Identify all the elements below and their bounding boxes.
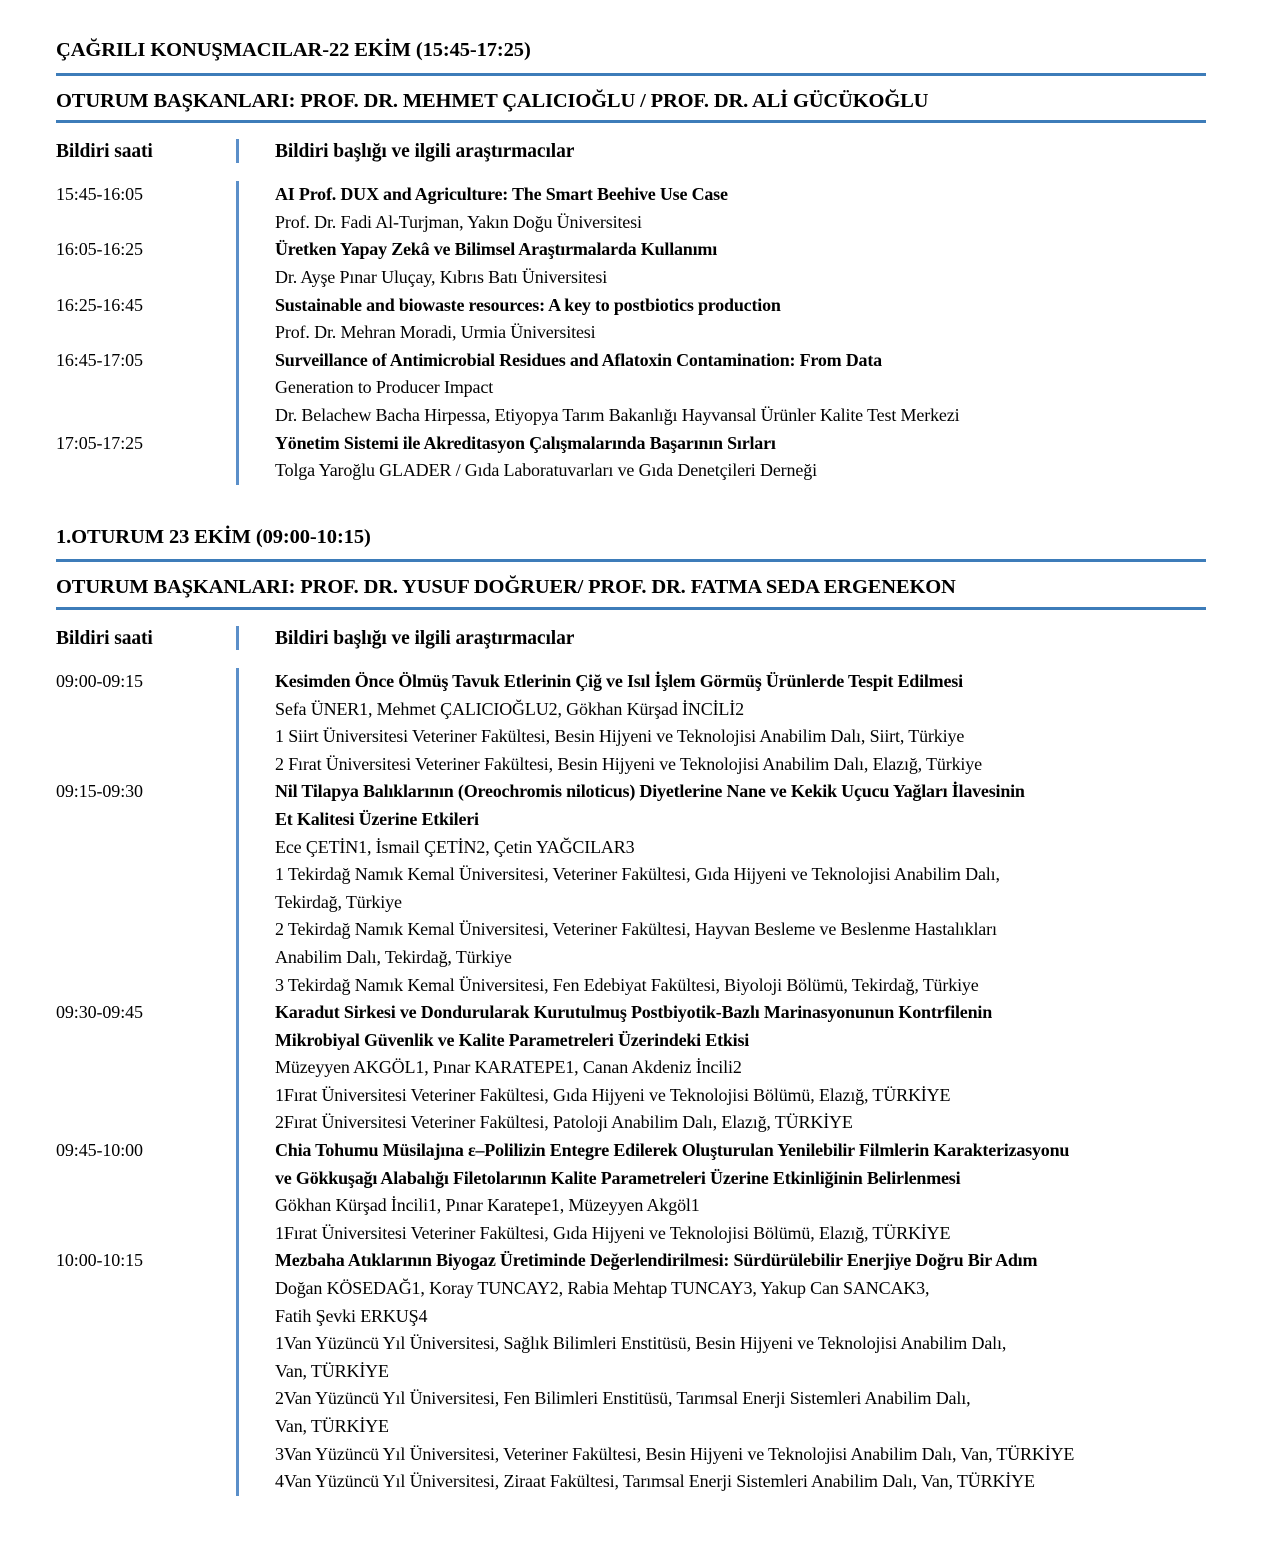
content-column — [239, 181, 1206, 485]
paper-detail-line: Ece ÇETİN1, İsmail ÇETİN2, Çetin YAĞCILAR3 — [275, 836, 635, 857]
time-slot — [56, 457, 226, 485]
section-rule-top — [56, 73, 1206, 76]
time-slot — [56, 944, 226, 972]
paper-detail-line: 1 Tekirdağ Namık Kemal Üniversitesi, Veteriner Fakültesi, Gıda Hijyeni ve Teknolojisi Anabilim Dalı, — [275, 864, 1000, 885]
time-slot: 15:45-16:05 — [56, 184, 143, 205]
time-slot — [56, 1385, 226, 1413]
paper-detail-line: Anabilim Dalı, Tekirdağ, Türkiye — [275, 946, 512, 967]
paper-detail-line: 2Fırat Üniversitesi Veteriner Fakültesi, Patoloji Anabilim Dalı, Elazığ, TÜRKİYE — [275, 1112, 853, 1133]
time-slot — [56, 834, 226, 862]
schedule-table — [56, 139, 1206, 485]
paper-detail-line: Sefa ÜNER1, Mehmet ÇALICIOĞLU2, Gökhan Kürşad İNCİLİ2 — [275, 698, 744, 719]
paper-title-line: Surveillance of Antimicrobial Residues and Aflatoxin Contamination: From Data — [275, 349, 882, 370]
time-slot: 09:45-10:00 — [56, 1140, 143, 1161]
time-slot — [56, 319, 226, 347]
paper-detail-line: 1Fırat Üniversitesi Veteriner Fakültesi, Gıda Hijyeni ve Teknolojisi Bölümü, Elazığ, TÜRKİYE — [275, 1222, 951, 1243]
paper-detail-line: 4Van Yüzüncü Yıl Üniversitesi, Ziraat Fakültesi, Tarımsal Enerji Sistemleri Anabilim Dalı, Van, TÜRKİYE — [275, 1471, 1035, 1492]
paper-title-line: Mikrobiyal Güvenlik ve Kalite Parametreleri Üzerindeki Etkisi — [275, 1029, 750, 1050]
paper-detail-line: Prof. Dr. Fadi Al-Turjman, Yakın Doğu Üniversitesi — [275, 211, 642, 232]
paper-title-line: Et Kalitesi Üzerine Etkileri — [275, 808, 479, 829]
paper-detail-line: 3 Tekirdağ Namık Kemal Üniversitesi, Fen Edebiyat Fakültesi, Biyoloji Bölümü, Tekirdağ, Türkiye — [275, 974, 979, 995]
section-rule-bottom — [56, 120, 1206, 123]
time-slot — [56, 751, 226, 779]
time-slot — [56, 1468, 226, 1496]
time-slot: 16:45-17:05 — [56, 349, 143, 370]
time-slot — [56, 1109, 226, 1137]
paper-detail-line: 1 Siirt Üniversitesi Veteriner Fakültesi, Besin Hijyeni ve Teknolojisi Anabilim Dalı, Siirt, Türkiye — [275, 726, 965, 747]
paper-detail-line: Gökhan Kürşad İncili1, Pınar Karatepe1, Müzeyyen Akgöl1 — [275, 1195, 700, 1216]
paper-detail-line: Müzeyyen AKGÖL1, Pınar KARATEPE1, Canan Akdeniz İncili2 — [275, 1057, 742, 1078]
time-slot: 09:15-09:30 — [56, 781, 143, 802]
paper-detail-line: Tekirdağ, Türkiye — [275, 891, 402, 912]
paper-title-line: Sustainable and biowaste resources: A key to postbiotics production — [275, 294, 781, 315]
time-slot: 10:00-10:15 — [56, 1250, 143, 1271]
time-slot — [56, 972, 226, 1000]
paper-detail-line: 1Fırat Üniversitesi Veteriner Fakültesi, Gıda Hijyeni ve Teknolojisi Bölümü, Elazığ, TÜRKİYE — [275, 1084, 951, 1105]
paper-title-line: Chia Tohumu Müsilajına ε–Polilizin Entegre Edilerek Oluşturulan Yenilebilir Filmlerin Karakterizasyonu — [275, 1140, 1070, 1161]
time-slot: 16:05-16:25 — [56, 239, 143, 260]
time-slot — [56, 1027, 226, 1055]
section-session-1 — [56, 525, 1206, 1496]
paper-detail-line: 2 Fırat Üniversitesi Veteriner Fakültesi, Besin Hijyeni ve Teknolojisi Anabilim Dalı, Elazığ, Türkiye — [275, 753, 982, 774]
time-slot — [56, 1192, 226, 1220]
paper-detail-line: Dr. Belachew Bacha Hirpessa, Etiyopya Tarım Bakanlığı Hayvansal Ürünler Kalite Test Merkezi — [275, 404, 960, 425]
paper-title-line: AI Prof. DUX and Agriculture: The Smart Beehive Use Case — [275, 184, 728, 205]
paper-title-line: Kesimden Önce Ölmüş Tavuk Etlerinin Çiğ ve Isıl İşlem Görmüş Ürünlerde Tespit Edilmesi — [275, 670, 963, 691]
paper-title-line: Nil Tilapya Balıklarının (Oreochromis niloticus) Diyetlerine Nane ve Kekik Uçucu Yağları İlavesinin — [275, 781, 1025, 802]
time-slot — [56, 861, 226, 889]
time-slot — [56, 1358, 226, 1386]
time-slot — [56, 1275, 226, 1303]
session-chairs: OTURUM BAŞKANLARI: PROF. DR. MEHMET ÇALICIOĞLU / PROF. DR. ALİ GÜCÜKOĞLU — [56, 89, 929, 112]
time-slot — [56, 806, 226, 834]
paper-detail-line: Van, TÜRKİYE — [275, 1360, 389, 1381]
content-column — [239, 668, 1206, 1496]
time-slot — [56, 916, 226, 944]
section-title: ÇAĞRILI KONUŞMACILAR-22 EKİM (15:45-17:25) — [56, 39, 531, 61]
paper-detail-line: Prof. Dr. Mehran Moradi, Urmia Üniversitesi — [275, 322, 596, 343]
paper-detail-line: 2 Tekirdağ Namık Kemal Üniversitesi, Veteriner Fakültesi, Hayvan Besleme ve Beslenme Hastalıkları — [275, 919, 997, 940]
time-slot — [56, 1303, 226, 1331]
paper-detail-line: 1Van Yüzüncü Yıl Üniversitesi, Sağlık Bilimleri Enstitüsü, Besin Hijyeni ve Teknolojisi Anabilim Dalı, — [275, 1333, 1007, 1354]
time-slot — [56, 1054, 226, 1082]
paper-title-line: Yönetim Sistemi ile Akreditasyon Çalışmalarında Başarının Sırları — [275, 432, 776, 453]
time-slot: 09:30-09:45 — [56, 1002, 143, 1023]
section-invited-speakers — [56, 38, 1206, 485]
section-gap — [56, 485, 1206, 525]
table-body-row — [56, 668, 1206, 1496]
paper-detail-line: Generation to Producer Impact — [275, 377, 494, 398]
time-slot — [56, 1220, 226, 1248]
paper-detail-line: Dr. Ayşe Pınar Uluçay, Kıbrıs Batı Üniversitesi — [275, 267, 608, 287]
section-title: 1.OTURUM 23 EKİM (09:00-10:15) — [56, 525, 371, 548]
time-slot — [56, 374, 226, 402]
time-slot — [56, 209, 226, 237]
paper-title-line: Üretken Yapay Zekâ ve Bilimsel Araştırmalarda Kullanımı — [275, 239, 717, 260]
time-slot — [56, 696, 226, 724]
time-slot — [56, 264, 226, 292]
time-slot — [56, 1413, 226, 1441]
time-slot — [56, 889, 226, 917]
paper-detail-line: Tolga Yaroğlu GLADER / Gıda Laboratuvarları ve Gıda Denetçileri Derneği — [275, 460, 817, 481]
schedule-table — [56, 626, 1206, 1496]
paper-detail-line: 3Van Yüzüncü Yıl Üniversitesi, Veteriner Fakültesi, Besin Hijyeni ve Teknolojisi Anabilim Dalı, Van, TÜRKİYE — [275, 1443, 1075, 1464]
table-body-row — [56, 181, 1206, 485]
paper-detail-line: Van, TÜRKİYE — [275, 1416, 389, 1436]
session-chairs: OTURUM BAŞKANLARI: PROF. DR. YUSUF DOĞRUER/ PROF. DR. FATMA SEDA ERGENEKON — [56, 576, 956, 599]
column-header-title: Bildiri başlığı ve ilgili araştırmacılar — [275, 627, 575, 649]
paper-title-line: Mezbaha Atıklarının Biyogaz Üretiminde Değerlendirilmesi: Sürdürülebilir Enerjiye Doğru Bir Adım — [275, 1250, 1038, 1271]
time-column — [56, 181, 236, 485]
time-column — [56, 668, 236, 1496]
time-slot — [56, 1082, 226, 1110]
time-slot — [56, 723, 226, 751]
section-rule-top — [56, 559, 1206, 562]
time-slot — [56, 1441, 226, 1469]
column-header-time: Bildiri saati — [56, 141, 153, 163]
paper-detail-line: Fatih Şevki ERKUŞ4 — [275, 1305, 428, 1326]
table-header-row — [56, 626, 1206, 668]
paper-detail-line: 2Van Yüzüncü Yıl Üniversitesi, Fen Bilimleri Enstitüsü, Tarımsal Enerji Sistemleri Anabilim Dalı, — [275, 1388, 971, 1409]
paper-title-line: ve Gökkuşağı Alabalığı Filetolarının Kalite Parametreleri Üzerine Etkinliğinin Belirlenmesi — [275, 1167, 961, 1188]
section-rule-bottom — [56, 607, 1206, 610]
time-slot — [56, 1165, 226, 1193]
time-slot: 17:05-17:25 — [56, 432, 143, 453]
paper-title-line: Karadut Sirkesi ve Dondurularak Kurutulmuş Postbiyotik-Bazlı Marinasyonunun Kontrfilenin — [275, 1002, 993, 1023]
time-slot — [56, 402, 226, 430]
time-slot: 16:25-16:45 — [56, 294, 143, 315]
paper-detail-line: Doğan KÖSEDAĞ1, Koray TUNCAY2, Rabia Mehtap TUNCAY3, Yakup Can SANCAK3, — [275, 1278, 930, 1299]
time-slot: 09:00-09:15 — [56, 670, 143, 691]
time-slot — [56, 1330, 226, 1358]
column-header-time: Bildiri saati — [56, 627, 153, 649]
column-header-title: Bildiri başlığı ve ilgili araştırmacılar — [275, 141, 575, 163]
table-header-row — [56, 139, 1206, 181]
